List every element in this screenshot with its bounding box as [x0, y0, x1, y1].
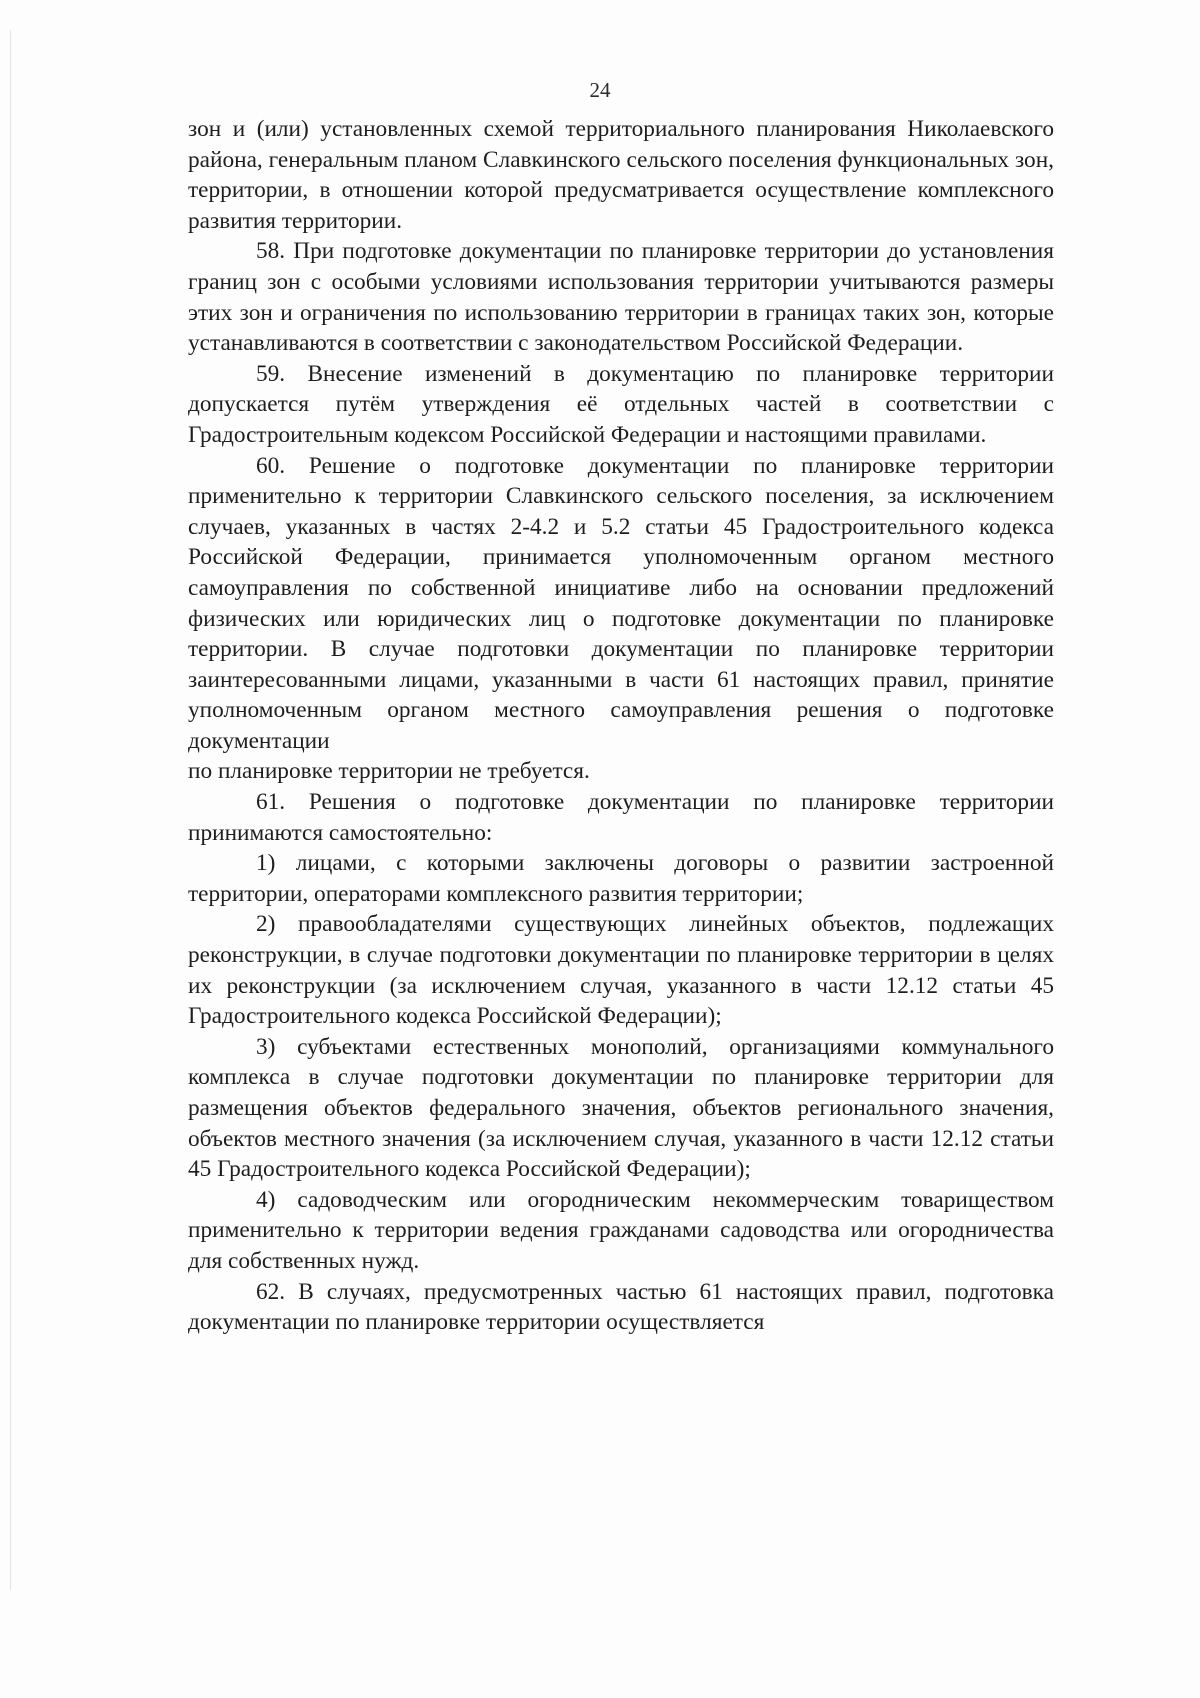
list-item-4: 4) садоводческим или огородническим некоммерческим товариществом применительно к территории ведения гражданами садоводства или огородничества для собственных нужд.: [188, 1186, 1054, 1274]
list-item-2: 2) правообладателями существующих линейных объектов, подлежащих реконструкции, в случае подготовки документации по планировке территории в целях их реконструкции (за исключением случая, указанного в части 12.12 статьи 45 Градостроительного кодекса Российской Федерации);: [188, 911, 1054, 1030]
paragraph-continuation: зон и (или) установленных схемой территориального планирования Николаевского района, генеральным планом Славкинского сельского поселения функциональных зон, территории, в отношении которой предусматривается осуществление комплексного развития территории.: [188, 116, 1054, 234]
paragraph-58: 58. При подготовке документации по планировке территории до установления границ зон с особыми условиями использования территории учитываются размеры этих зон и ограничения по использованию территории в границах таких зон, которые устанавливаются в соответствии с законодательством Российской Федерации.: [188, 238, 1054, 357]
page-number: 24: [589, 78, 611, 102]
paragraph-59: 59. Внесение изменений в документацию по планировке территории допускается путём утверждения её отдельных частей в соответствии с Градостроительным кодексом Российской Федерации и настоящими правилами.: [188, 360, 1054, 448]
paragraph-62: 62. В случаях, предусмотренных частью 61 настоящих правил, подготовка документации по планировке территории осуществляется: [188, 1278, 1054, 1336]
document-body: [188, 114, 1054, 1338]
list-item-3: 3) субъектами естественных монополий, организациями коммунального комплекса в случае подготовки документации по планировке территории для размещения объектов федерального значения, объектов регионального значения, объектов местного значения (за исключением случая, указанного в части 12.12 статьи 45 Градостроительного кодекса Российской Федерации);: [188, 1033, 1054, 1183]
list-item-1: 1) лицами, с которыми заключены договоры о развитии застроенной территории, операторами комплексного развития территории;: [188, 850, 1054, 907]
paragraph-60: 60. Решение о подготовке документации по планировке территории применительно к территории Славкинского сельского поселения, за исключением случаев, указанных в частях 2-4.2 и 5.2 статьи 45 Градостроительного кодекса Российской Федерации, принимается уполномоченным органом местного самоуправления по собственной инициативе либо на основании предложений физических или юридических лиц о подготовке документации по планировке территории. В случае подготовки документации по планировке территории заинтересованными лицами, указанными в части 61 настоящих правил, принятие уполномоченным органом местного самоуправления решения о подготовке документации: [188, 452, 1054, 754]
paragraph-60-end: по планировке территории не требуется.: [188, 758, 590, 785]
scan-edge-line: [10, 30, 11, 1590]
paragraph-61: 61. Решения о подготовке документации по планировке территории принимаются самостоятельно:: [188, 789, 1054, 846]
